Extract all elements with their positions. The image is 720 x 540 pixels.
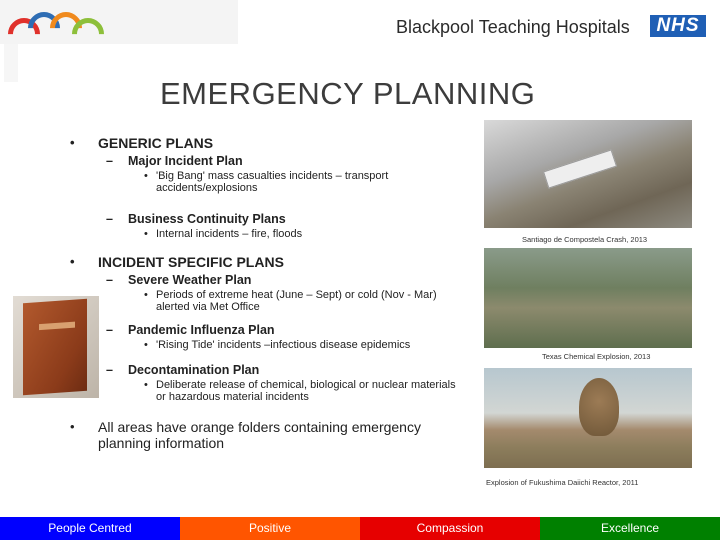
trust-logo [0,0,238,44]
generic-plans-heading: • GENERIC PLANS [70,135,465,151]
plan-item-detail: • 'Big Bang' mass casualties incidents – transport accidents/explosions [70,170,465,194]
closing-note: • All areas have orange folders containing emergency planning information [70,419,465,451]
train-carriage-shape [543,149,617,188]
plan-item-detail: • 'Rising Tide' incidents –infectious disease epidemics [70,339,465,351]
plan-item-label: – Severe Weather Plan [70,273,465,287]
plan-item-detail: • Periods of extreme heat (June – Sept) or cold (Nov - Mar) alerted via Met Office [70,289,465,313]
plan-list [70,135,465,454]
orange-folder-image [13,296,99,398]
footer-excellence: Excellence [540,517,720,540]
values-footer [0,517,720,540]
plan-item-detail: • Internal incidents – fire, floods [70,228,465,240]
folder-label [39,322,75,331]
plan-item-label: – Business Continuity Plans [70,212,465,226]
specific-plans-heading: • INCIDENT SPECIFIC PLANS [70,254,465,270]
plan-item-label: – Major Incident Plan [70,154,465,168]
footer-people-centred: People Centred [0,517,180,540]
nhs-logo: NHS [650,15,706,37]
slide-title: EMERGENCY PLANNING [160,76,536,111]
logo-strip [4,44,18,82]
folder-cover [23,299,87,395]
photo-caption: Santiago de Compostela Crash, 2013 [522,235,648,244]
train-crash-photo [484,120,692,228]
footer-positive: Positive [180,517,360,540]
photo-caption: Texas Chemical Explosion, 2013 [542,352,651,361]
smoke-plume-shape [579,378,619,436]
plan-item-label: – Decontamination Plan [70,363,465,377]
photo-caption: Explosion of Fukushima Daiichi Reactor, 2011 [486,478,639,487]
reactor-explosion-photo [484,368,692,468]
footer-compassion: Compassion [360,517,540,540]
plan-item-detail: • Deliberate release of chemical, biological or nuclear materials or hazardous material incidents [70,379,465,403]
plan-item-label: – Pandemic Influenza Plan [70,323,465,337]
chemical-explosion-photo [484,248,692,348]
organisation-name: Blackpool Teaching Hospitals [396,17,630,37]
